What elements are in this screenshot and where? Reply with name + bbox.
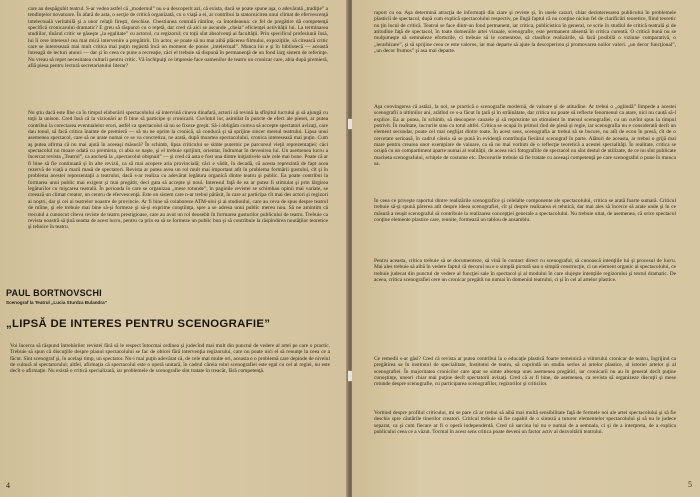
right-text-1: raport cu ea. Aşa determină atracţia de informaţii din ziare şi reviste şi, în unele cazuri, chiar dezinteresarea publicului în problemele plasticii de spectacol, după cum explică spectacolului respectiv, pe lîngă faptul că nu conţine niciun fel de clarificări teoretice, fiind teoretic nu ţin locul de critică. Teatrul se face dintr-un fond permanent, iar critica, publicistica în general, ce scrie în studiul de critică teatrală şi de atitudine faţă de spectacol, în toate domeniile artei vizuale, scenografie, este permanent absentă în critica curentă. O critică bună nu se mulţumeşte să semnaleze eforturile, ci trebuie să le comenteze, să clasifice realizările, să facă posibilă o viziune comparativă, o „ierarhizare”, şi să sprijine ceea ce este valoros, iar mai departe să ajute la descoperirea şi promovarea noilor valori. „un decor funcţional”, „un decor frumos” şi asa mai departe.: [374, 10, 676, 55]
left-page: [0, 0, 348, 497]
right-text-3: În ceea ce priveşte raportul dintre realizările scenografice şi celelalte componente ale spectacolului, critica se arată foarte sumară. Criticul trebuie să-şi spună părerea atît despre ideea scenografiei, cît şi despre realizarea ei tehnică, dar mai ales să încerce să arate unde şi în ce măsură a reuşit scenograful să contribuie la realizarea concepţiei generale a spectacolului. Nu trebuie uitat, de asemenea, că orice spectacol conţine elemente plastice care, reunite, formează un tablou de ansamblu.: [374, 198, 676, 224]
left-mid-text: Nu ştiu dacă este lîne ca în timpul elaborării spectacolului să intervină cineva dinafară, actorii să revină la sfîrşitul lucrului şi să ajungă cu toţii la unison. Cred însă că la vizionări ar fi bine să participe şi cronicarii. Cuvîntul lor, asimilat în puncte de efect ale piesei, ar putea contribui la corectarea eventualelor erori, astfel ca spectacolul să nu se fixeze greşit. Să-i obligăm cumva să accepte spectatori avizaţi, care dau tonul, să facă critica înainte de premieră — să nu ne oprim la cronică, să conducă şi să sprijine sincer mersul teatrului. Lipsa unui asemenea spectacol, care să ne arate numai ce se va concretiza, ne arată, după moartea spectacolului, cronica interesează mai puţin. Cum aş putea afirma că nu mai ajută în aceeaşi măsură? În schimb, lipsa criticului se simte puternic pe parcursul vieţii reprezentaţiei; căci spectacolul nu moare odată cu premiera, ci abia se naşte, şi el trebuie sprijinit, orientat, îndrumat în devenirea lui. Un asemenea lucru a încercat revista „Teatrul”, ca anchetă la „spectacolul obişnuit” — şi cred că asta e fost una dintre iniţiativele sale cele mai bune. Poate că ar fi bine să fie continuată şi în alte revizii, ca să mai acopere aria provincială; căci e vădit, în decadă, că acesta reprezintă de fapt acea rezervă de viaţă a marii masă de spectatori. Revista ar putea avea un rol mult mai important atît în problema formării gustului, cît şi în problema acestei reprezentaţii a teatrului, dacă s-ar realiza cu adevărat legătura organică dintre teatru şi public. Ea poate contribui la formarea unui public mai exigent şi mai pregătit, deci gata să accepte şi noul. Interesul faţă de ea ar putea fi stimulat şi prin lărgirea legăturilor cu mişcarea teatrală. În perioada în care se organizau „mese rotunde”, în paginile revistei se schimbau opinii mai variate, se creează un climat creator, un centru de efervescenţă. Este un sistem care n-ar trebui părăsit, în care ar participa cît mai des actori şi regizori ai noştri, dar şi cei ai teatrelor noastre de provincie. Ar fi bine să colaboreze ATM-ului şi ai studioului, care au ceva de spus despre teatrul de mîine, şi ele trebuie mai bine să-şi formeze şi să-şi exprime conştiinţa, spre a se adresa unui public mereu nou. Să ne amintim că trecutul a cunoscut cîteva reviste de teatru prestigioase, care au avut un rol deosebit în formarea gusturilor publicului de teatru. Trebuie ca revista noastră să ţină seama de acest lucru, pentru ca prin ea să se formeze un public bun şi să contribuie la răspîndirea noutăţilor teoretice şi tehnice în teatru.: [28, 110, 328, 231]
author-name: PAUL BORTNOVSCHI: [6, 288, 102, 298]
byline: [6, 288, 326, 305]
right-page: [352, 0, 700, 497]
article-title: „LIPSĂ DE INTERES PENTRU SCENOGRAFIE”: [6, 318, 271, 330]
left-bottom-text: Voi încerca să răspund întrebărilor revistei fără să le respect întocmai ordinea şi judecînd mai mult din punctul de vedere al artei pe care o practic. Trebuie să spun că discuţiile despre planul spectacolului se fac de obicei fără intervenţia regizorului, care nu poate nici el să renunţe la ceea ce a făcut. Sînt scenograf şi, în acelaşi timp, un spectator. Nu-i mai puţin adevărat că, de cele mai multe ori, aceasta e o problemă care depinde de nivelul de cultură al spectatorului; altfel, afirmaţia că spectacolul este o operă unitară, în cadrul căreia rolul scenografiei este egal cu cel al regiei, nu este decît o afirmaţie. Nu există o critică specializată, iar problemele de scenografie sînt tratate în treacăt, fără competenţă.: [10, 343, 330, 375]
page-number-right: 5: [688, 480, 692, 489]
page-number-left: 4: [6, 481, 10, 490]
right-text-6: Vorbind despre profilul criticului, mi se pare că ar trebui să aibă mai multă sensibilitate faţă de formele noi ale artei spectacolului şi să fie deschis spre căutările tinerilor creatori. Criticul trebuie să fie capabil de o sinteză a tuturor elementelor spectacolului şi să nu le judece separat, ca şi cum fiecare ar fi o operă independentă. Cred că sarcina lui nu e numai de a semnala, ci şi de a interpreta, de a explica publicului ceea ce a văzut. Tocmai în acest sens critica poate deveni un factor activ al dezvoltării teatrului.: [374, 410, 676, 436]
right-text-4: Pentru aceasta, critica trebuie să se documenteze, să vină în contact direct cu scenograful, să cunoască intenţiile lui şi procesul de lucru. Mai ales trebuie să aibă în vedere faptul că decorul nu e o simplă pictură sau o simplă construcţie, ci un element organic al spectacolului, ce trebuie judecat din punctul de vedere al funcţiei sale în spectacol şi al modului în care slujeşte intenţiile regizorului şi textul dramatic. De aceea, critica scenografiei cere un cronicar pregătit nu numai în domeniul teatrului, ci şi în cel al artelor plastice.: [374, 258, 676, 284]
right-text-5: Ce remedii s-ar găsi? Cred că revista ar putea contribui la o educaţie plastică foarte temeinică a viitorului cronicar de teatru, îngrijind ca pregătirea sa în institutul de specialitate, Institutul de teatru, să cuprindă un studiu serios al artelor plastice, al istoriei artelor şi al scenografiei. În majoritatea cronicilor care apar se simte absenţa unei asemenea pregătiri, iar cronicarii nu au în general decît puţine cunoştinţe, uneori chiar mai puţine decît spectatorii avizaţi. Cred că ar fi bine, de asemenea, ca revista să organizeze discuţii şi mese rotunde despre scenografie, cu participarea scenografilor, regizorilor şi criticilor.: [374, 356, 676, 388]
author-affiliation: Scenograf la Teatrul „Lucia Sturdza Bulandra”: [6, 300, 107, 305]
right-text-2: Aşa convingerea că astăzi, la noi, se practică o scenografie modernă, de valoare şi de atitudine. Ar trebui o „oglindă” limpede a acestei scenografii a ultimilor ani, arătînd ce s-a făcut în ţară şi în străinătate, dar critica nu poate să reflecte fenomenul ca atare, nici nu caută să-l explice. Ea ar putea, în schimb, să descopere cauzele şi să reprezinte un stimulent în mersul scenografiei, cu un cuvînt spus la timpul potrivit. În realitate, lucrurile stau cu totul altfel. Critica se ocupă în primul rînd de piesă şi regie, iar scenografia nu e considerată decît un element secundar, poate cel mai neglijat dintre toate. În acest sens, scenografia ar trebui să se bucure, nu atît de ecou în presă, cît de o cercetare serioasă, în cadrul căreia să se pună în evidenţă contribuţia fiecărui scenograf în parte. Alături de aceasta, ar trebui o grijă mai mare pentru crearea unor exemplare de valoare, ca să nu mai vorbim de o reflecţie teoretică a acestei specialităţi. În realitate, critica se ocupă cu un compartiment aparte numai al realităţii, de aceea nici fotografiile de spectacol nu sînt destul de utilizate, de ce nu sînt publicate macheta scenografului, schiţele de costume etc. Decorurile trebuie să fie tratate cu aceeaşi competenţă pe care scenograful o pune în munca sa.: [374, 104, 676, 168]
left-top-text: care au despăgubit teatrul. S-ar vedea astfel că „modernul” nu s-a descoperit azi, că exista, dacă se poate spune aşa, o adevărată „tradiţie” a tendinţelor novatoare. În afară de asta, o secţie de critică organizată, cu o viaţă a ei, ar contribui la statornicirea unui climat de efervescenţă intelectuală veritabilă şi a unor relaţii fireşti, deschise. Chestiunea centrală rămîne, ca întotdeauna: ce fel de pregătire dă competenţă specifică cronicarului dramatic? E greu să răspunzi cu o reţetă, dar cred că aici se ascunde „cheia” eficienţei activităţii lui. La terminarea studiilor, tînărul critic se găseşte „la egalitate” cu actorul, cu regizorul; cu toţii sînt absolvenţi ai facultăţii. Prin specificul profesiunii însă, lui îi cere interesul cea mai mică intervenire a pregătirii. Un actor, se poate să nu mai aibă plăcerea filmului, expoziţiile, să citească critic care se interesează mai mult critica mai puţin regăsită încă un moment de ponos „intelectual”. Munca lui e şi în bibliotecă — această întreagă de lecturi atunci — dar şi în ceea ce pune a recreaţie, căci el trebuie să dispună în permanenţă de un fond larg sistem de referinţe. Nu vreau să repet necesitatea culturii pentru critic. Vă închipuiţi ce impresie face oamenilor de teatru un cronicar care, abia după premieră, află piesa pentru lectură secretariatului literar?: [28, 6, 328, 70]
